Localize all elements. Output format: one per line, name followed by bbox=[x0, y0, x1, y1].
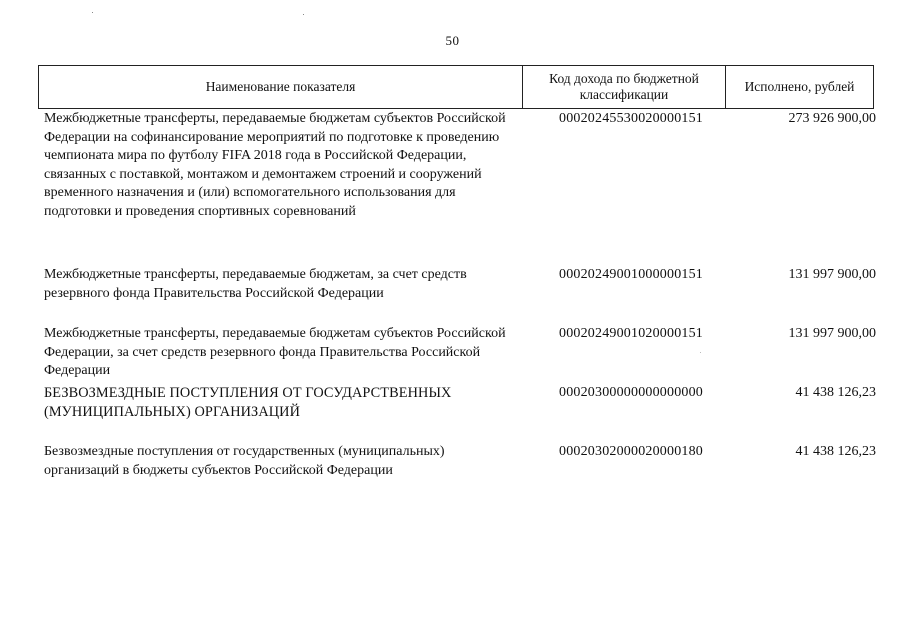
row-code: 00020249001000000151 bbox=[559, 267, 703, 282]
header-name: Наименование показателя bbox=[39, 66, 523, 108]
row-name: Межбюджетные трансферты, передаваемые бюджетам, за счет средств резервного фонда Правительства Российской Федерации bbox=[44, 267, 467, 301]
row-name: БЕЗВОЗМЕЗДНЫЕ ПОСТУПЛЕНИЯ ОТ ГОСУДАРСТВЕННЫХ (МУНИЦИПАЛЬНЫХ) ОРГАНИЗАЦИЙ bbox=[44, 385, 452, 420]
row-amount: 41 438 126,23 bbox=[795, 444, 876, 459]
page-number: 50 bbox=[445, 33, 460, 48]
row-amount: 273 926 900,00 bbox=[788, 111, 876, 126]
row-code: 00020302000020000180 bbox=[559, 444, 703, 459]
scan-speck bbox=[303, 14, 304, 15]
header-amount: Исполнено, рублей bbox=[744, 79, 855, 94]
row-code: 00020249001020000151 bbox=[559, 326, 703, 341]
row-amount: 131 997 900,00 bbox=[788, 267, 876, 282]
row-name: Межбюджетные трансферты, передаваемые бюджетам субъектов Российской Федерации, за счет средств резервного фонда Правительства Российской Федерации bbox=[44, 326, 506, 379]
row-amount: 41 438 126,23 bbox=[795, 385, 876, 400]
table-header bbox=[38, 65, 874, 109]
row-name: Межбюджетные трансферты, передаваемые бюджетам субъектов Российской Федерации на софинансирование мероприятий по подготовке к проведению чемпионата мира по футболу FIFA 2018 года в Российской Федерации, связанных с поставкой, монтажом и демонтажем строений и сооружений временного назначения и (или) вспомогательного использования для подготовки и проведения спортивных соревнований bbox=[44, 111, 506, 219]
header-code: Код дохода по бюджетной классификации bbox=[523, 66, 726, 108]
row-amount: 131 997 900,00 bbox=[788, 326, 876, 341]
row-code: 00020245530020000151 bbox=[559, 111, 703, 126]
row-name: Безвозмездные поступления от государственных (муниципальных) организаций в бюджеты субъектов Российской Федерации bbox=[44, 444, 445, 478]
scan-speck bbox=[92, 12, 93, 13]
row-code: 00020300000000000000 bbox=[559, 385, 703, 400]
scan-speck bbox=[700, 352, 701, 353]
